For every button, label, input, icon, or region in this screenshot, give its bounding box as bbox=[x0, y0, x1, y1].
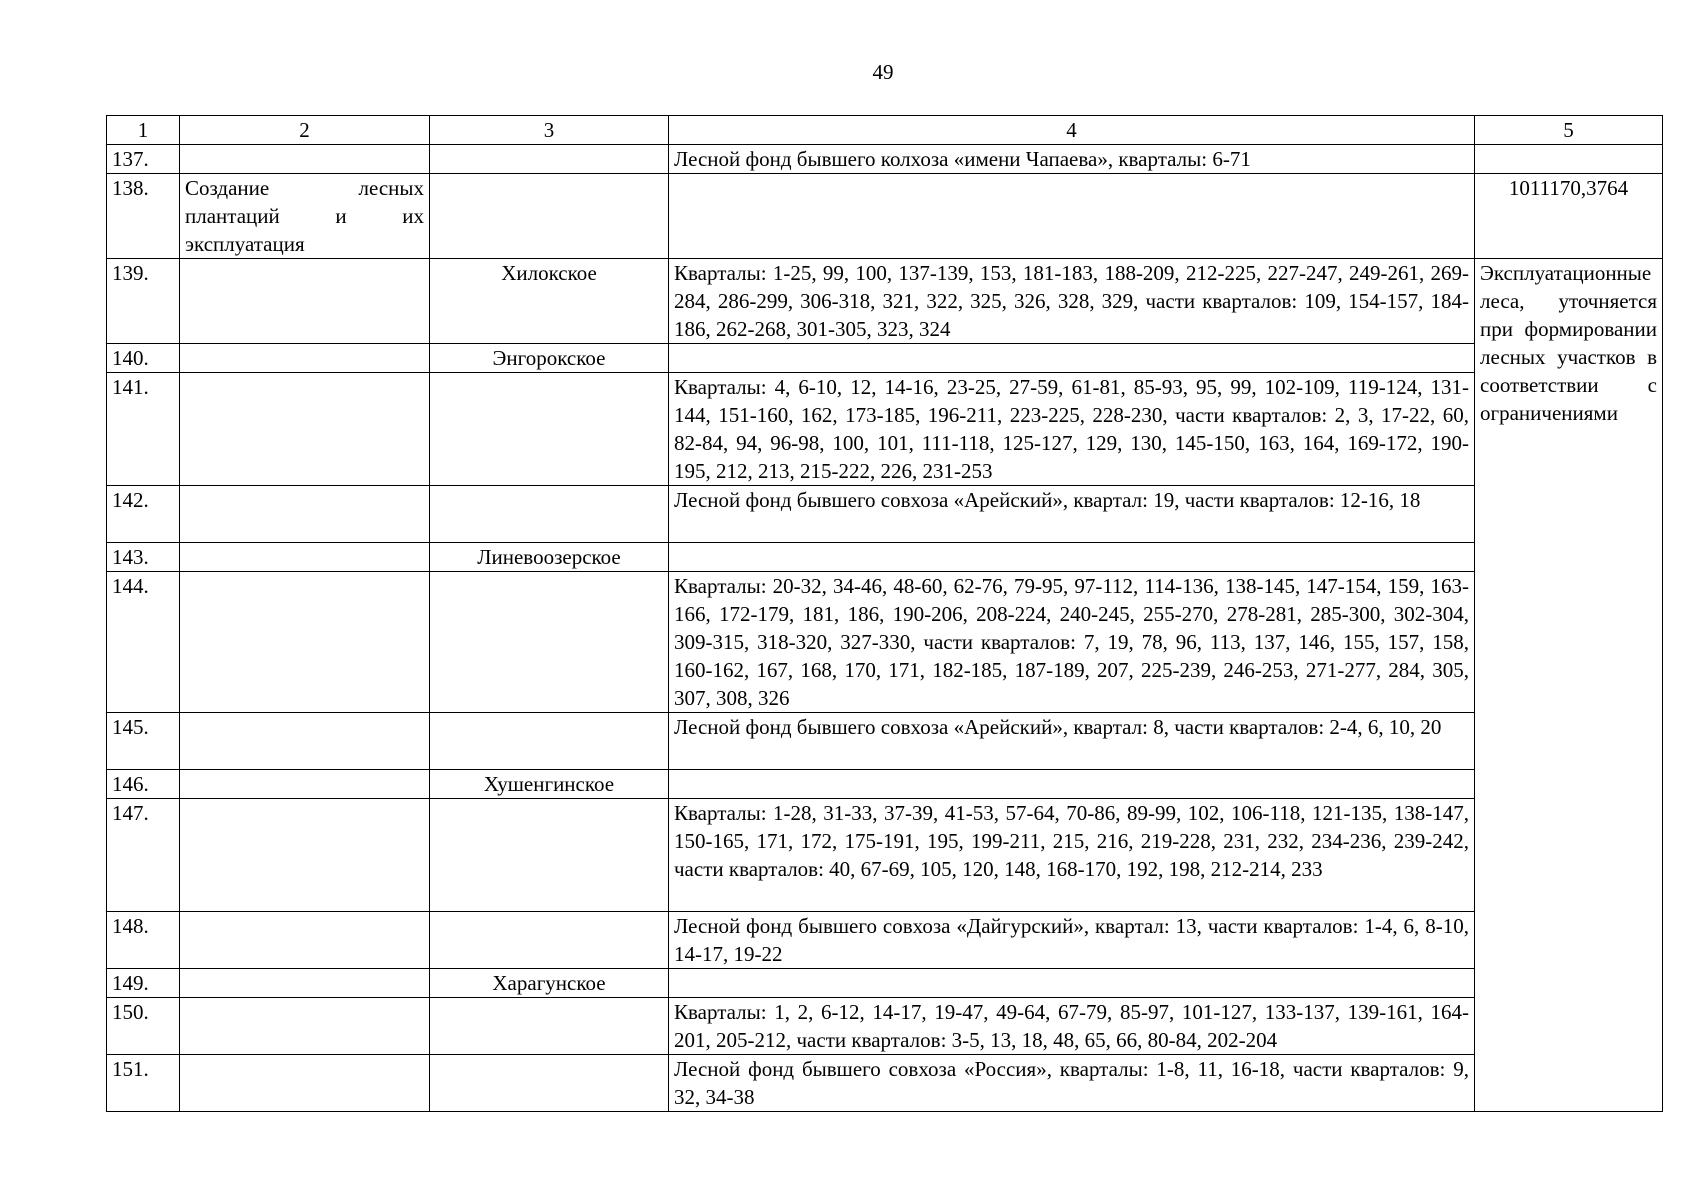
row-number: 145. bbox=[107, 713, 180, 770]
forestry-cell bbox=[430, 998, 669, 1055]
forestry-cell bbox=[430, 373, 669, 486]
activity-cell bbox=[180, 770, 430, 799]
forestry-cell bbox=[430, 1055, 669, 1112]
table-row bbox=[107, 799, 1663, 912]
forestry-cell: Хушенгинское bbox=[430, 770, 669, 799]
table-row bbox=[107, 1055, 1663, 1112]
header-cell: 5 bbox=[1475, 116, 1663, 145]
forestry-cell: Энгорокское bbox=[430, 344, 669, 373]
table-row bbox=[107, 713, 1663, 770]
activity-cell bbox=[180, 145, 430, 174]
description-cell: Лесной фонд бывшего совхоза «Дайгурский», квартал: 13, части кварталов: 1-4, 6, 8-10, 14-17, 19-22 bbox=[669, 912, 1475, 969]
description-cell: Лесной фонд бывшего совхоза «Арейский», квартал: 19, части кварталов: 12-16, 18 bbox=[669, 486, 1475, 543]
row-number: 144. bbox=[107, 572, 180, 713]
forestry-cell bbox=[430, 713, 669, 770]
forestry-cell bbox=[430, 912, 669, 969]
table-header-row bbox=[107, 116, 1663, 145]
description-cell: Кварталы: 1-28, 31-33, 37-39, 41-53, 57-64, 70-86, 89-99, 102, 106-118, 121-135, 138-147, 150-165, 171, 172, 175-191, 195, 199-211, 215, 216, 219-228, 231, 232, 234-236, 239-242, части кварталов: 40, 67-69, 105, 120, 148, 168-170, 192, 198, 212-214, 233 bbox=[669, 799, 1475, 912]
activity-cell bbox=[180, 969, 430, 998]
activity-cell bbox=[180, 998, 430, 1055]
activity-cell bbox=[180, 259, 430, 344]
row-number: 148. bbox=[107, 912, 180, 969]
table-row bbox=[107, 912, 1663, 969]
activity-cell bbox=[180, 543, 430, 572]
header-cell: 3 bbox=[430, 116, 669, 145]
activity-cell bbox=[180, 1055, 430, 1112]
table-row bbox=[107, 174, 1663, 259]
header-cell: 4 bbox=[669, 116, 1475, 145]
row-number: 147. bbox=[107, 799, 180, 912]
row-number: 150. bbox=[107, 998, 180, 1055]
forestry-cell bbox=[430, 486, 669, 543]
area-value-cell: 1011170,3764 bbox=[1475, 174, 1663, 259]
table-row bbox=[107, 770, 1663, 799]
table-row bbox=[107, 969, 1663, 998]
forestry-cell: Харагунское bbox=[430, 969, 669, 998]
row-number: 140. bbox=[107, 344, 180, 373]
description-cell: Лесной фонд бывшего колхоза «имени Чапаева», кварталы: 6-71 bbox=[669, 145, 1475, 174]
table-row bbox=[107, 373, 1663, 486]
header-cell: 1 bbox=[107, 116, 180, 145]
description-cell: Лесной фонд бывшего совхоза «Арейский», квартал: 8, части кварталов: 2-4, 6, 10, 20 bbox=[669, 713, 1475, 770]
forestry-cell bbox=[430, 174, 669, 259]
activity-cell bbox=[180, 486, 430, 543]
description-cell: Кварталы: 4, 6-10, 12, 14-16, 23-25, 27-59, 61-81, 85-93, 95, 99, 102-109, 119-124, 131-144, 151-160, 162, 173-185, 196-211, 223-225, 228-230, части кварталов: 2, 3, 17-22, 60, 82-84, 94, 96-98, 100, 101, 111-118, 125-127, 129, 130, 145-150, 163, 164, 169-172, 190-195, 212, 213, 215-222, 226, 231-253 bbox=[669, 373, 1475, 486]
row-number: 139. bbox=[107, 259, 180, 344]
description-cell: Кварталы: 1, 2, 6-12, 14-17, 19-47, 49-64, 67-79, 85-97, 101-127, 133-137, 139-161, 164-201, 205-212, части кварталов: 3-5, 13, 18, 48, 65, 66, 80-84, 202-204 bbox=[669, 998, 1475, 1055]
forestry-cell bbox=[430, 572, 669, 713]
table-row bbox=[107, 486, 1663, 543]
description-cell bbox=[669, 770, 1475, 799]
row-number: 149. bbox=[107, 969, 180, 998]
forestry-cell bbox=[430, 145, 669, 174]
description-cell: Кварталы: 20-32, 34-46, 48-60, 62-76, 79-95, 97-112, 114-136, 138-145, 147-154, 159, 163-166, 172-179, 181, 186, 190-206, 208-224, 240-245, 255-270, 278-281, 285-300, 302-304, 309-315, 318-320, 327-330, части кварталов: 7, 19, 78, 96, 113, 137, 146, 155, 157, 158, 160-162, 167, 168, 170, 171, 182-185, 187-189, 207, 225-239, 246-253, 271-277, 284, 305, 307, 308, 326 bbox=[669, 572, 1475, 713]
description-cell bbox=[669, 969, 1475, 998]
table-row bbox=[107, 259, 1663, 344]
activity-cell bbox=[180, 799, 430, 912]
activity-cell: Создание лесных плантаций и их эксплуатация bbox=[180, 174, 430, 259]
row-number: 146. bbox=[107, 770, 180, 799]
activity-cell bbox=[180, 344, 430, 373]
table-row bbox=[107, 145, 1663, 174]
table-row bbox=[107, 344, 1663, 373]
description-cell bbox=[669, 543, 1475, 572]
row-number: 141. bbox=[107, 373, 180, 486]
description-cell bbox=[669, 344, 1475, 373]
row-number: 138. bbox=[107, 174, 180, 259]
table-row bbox=[107, 572, 1663, 713]
forest-register-table bbox=[106, 115, 1663, 1112]
header-cell: 2 bbox=[180, 116, 430, 145]
description-cell: Кварталы: 1-25, 99, 100, 137-139, 153, 181-183, 188-209, 212-225, 227-247, 249-261, 269-284, 286-299, 306-318, 321, 322, 325, 326, 328, 329, части кварталов: 109, 154-157, 184-186, 262-268, 301-305, 323, 324 bbox=[669, 259, 1475, 344]
description-cell: Лесной фонд бывшего совхоза «Россия», кварталы: 1-8, 11, 16-18, части кварталов: 9, 32, 34-38 bbox=[669, 1055, 1475, 1112]
row-number: 142. bbox=[107, 486, 180, 543]
note-cell bbox=[1475, 145, 1663, 174]
activity-cell bbox=[180, 572, 430, 713]
table-row bbox=[107, 998, 1663, 1055]
row-number: 143. bbox=[107, 543, 180, 572]
forestry-cell: Линевоозерское bbox=[430, 543, 669, 572]
activity-cell bbox=[180, 373, 430, 486]
forestry-cell: Хилокское bbox=[430, 259, 669, 344]
forestry-cell bbox=[430, 799, 669, 912]
forest-type-note-cell: Эксплуатационные леса, уточняется при формировании лесных участков в соответствии с ограничениями bbox=[1475, 259, 1663, 1112]
activity-cell bbox=[180, 912, 430, 969]
row-number: 151. bbox=[107, 1055, 180, 1112]
row-number: 137. bbox=[107, 145, 180, 174]
page-number: 49 bbox=[872, 60, 894, 84]
activity-cell bbox=[180, 713, 430, 770]
description-cell bbox=[669, 174, 1475, 259]
table-row bbox=[107, 543, 1663, 572]
